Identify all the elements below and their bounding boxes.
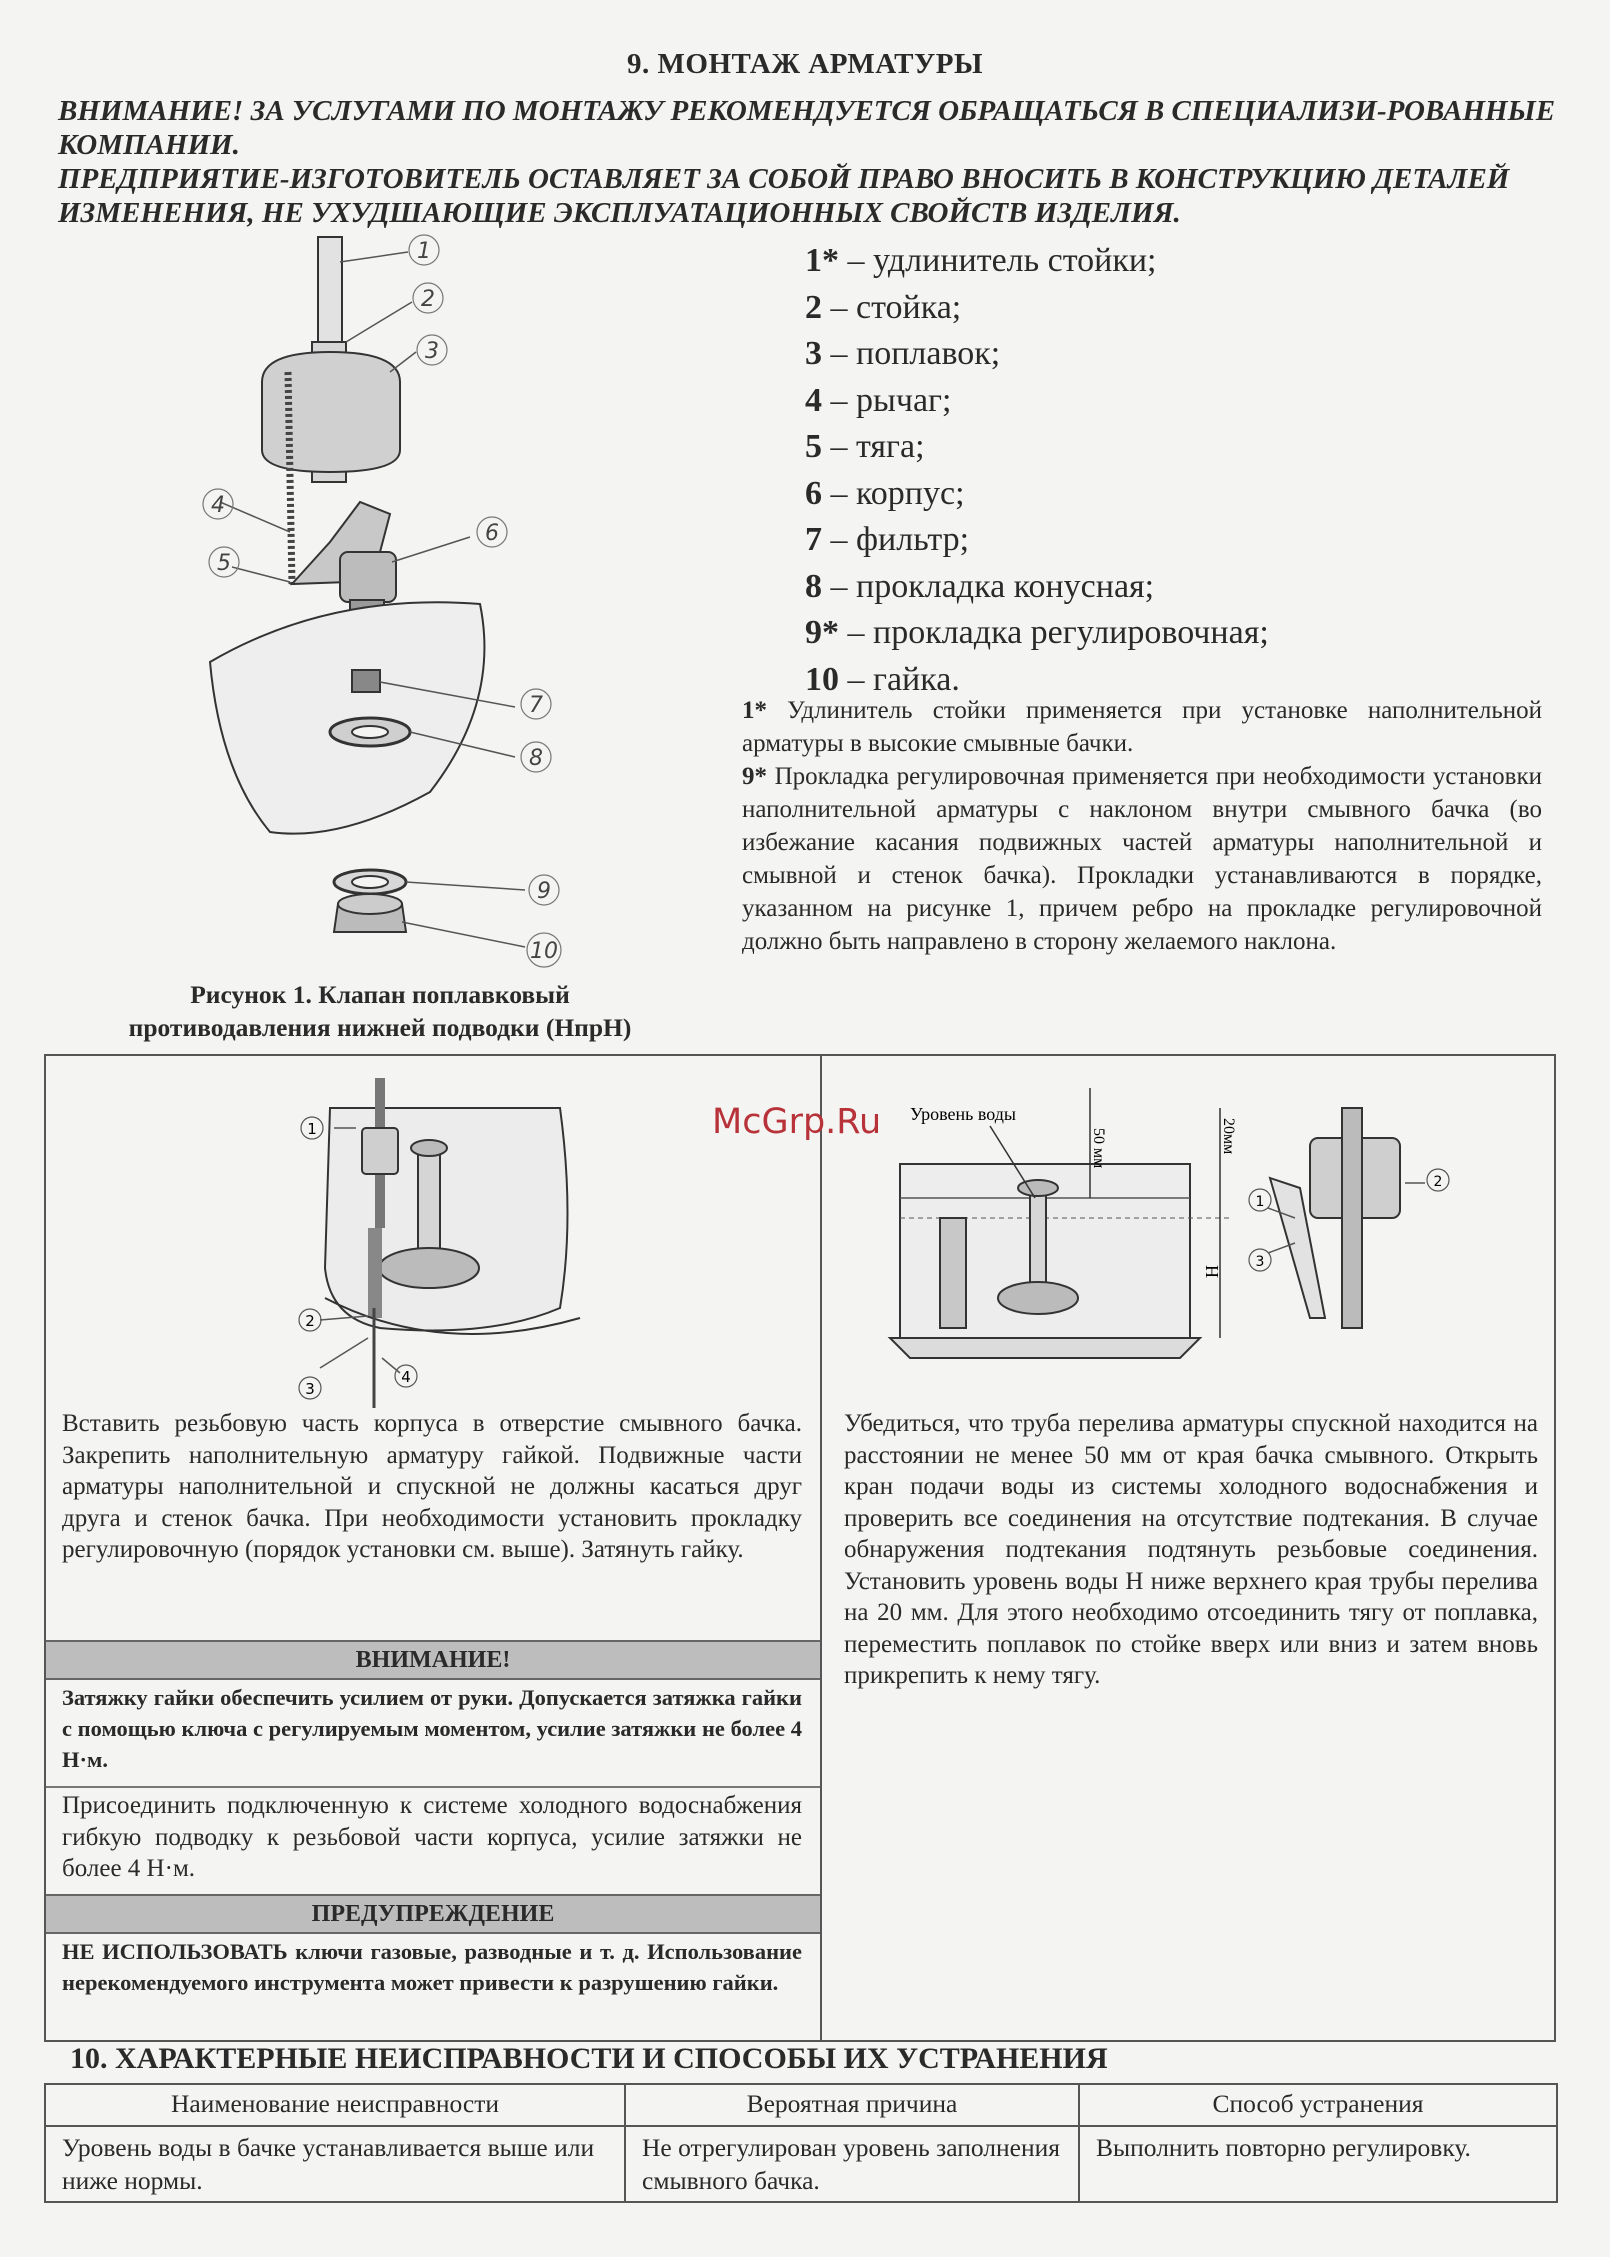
table-header-row (45, 2084, 1557, 2126)
section-9-title: 9. МОНТАЖ АРМАТУРЫ (627, 48, 983, 80)
dim-50mm: 50 мм (1090, 1128, 1107, 1169)
legend-item: 6 – корпус; (805, 474, 965, 512)
water-level-label: Уровень воды (910, 1104, 1016, 1124)
dim-20mm: 20мм (1220, 1118, 1237, 1155)
site-watermark: McGrp.Ru (712, 1102, 882, 1142)
cell-cause: Не отрегулирован уровень заполнения смывного бачка. (625, 2126, 1079, 2202)
left-callout-4: 4 (401, 1368, 411, 1386)
right-callout-2: 2 (1433, 1174, 1443, 1190)
left-callout-3: 3 (305, 1380, 315, 1398)
float-valve-exploded-diagram (180, 232, 600, 972)
header-cause: Вероятная причина (625, 2084, 1079, 2126)
connect-instruction: Присоединить подключенную к системе холодного водоснабжения гибкую подводку к резьбовой части корпуса, усилие затяжки не более 4 Н·м. (62, 1792, 802, 1882)
fig1-callout-1: 1 (417, 239, 431, 264)
installation-warning: ВНИМАНИЕ! ЗА УСЛУГАМИ ПО МОНТАЖУ РЕКОМЕНДУЕТСЯ ОБРАЩАТЬСЯ В СПЕЦИАЛИЗИ-РОВАННЫЕ КОМПАНИИ. (58, 95, 1556, 161)
manufacturer-notice: ПРЕДПРИЯТИЕ-ИЗГОТОВИТЕЛЬ ОСТАВЛЯЕТ ЗА СОБОЙ ПРАВО ВНОСИТЬ В КОНСТРУКЦИЮ ДЕТАЛЕЙ ИЗМЕНЕНИЯ, НЕ УХУДШАЮЩИЕ ЭКСПЛУАТАЦИОННЫХ СВОЙСТВ ИЗДЕЛИЯ. (58, 163, 1510, 229)
frame-divider (820, 1054, 822, 2042)
legend-item: 7 – фильтр; (805, 521, 970, 558)
fig1-callout-9: 9 (537, 879, 551, 904)
cell-remedy: Выполнить повторно регулировку. (1079, 2126, 1557, 2202)
fig1-callout-2: 2 (421, 287, 435, 312)
note-reg-gasket: 9* Прокладка регулировочная применяется при необходимости установки наполнительной арматуры с наклоном внутри смывного бачка (во избежание касания подвижных частей арматуры наполнительной и смывной и стенок бачка). Прокладки устанавливаются в порядке, указанном на рисунке 1, причем ребро на прокладке регулировочной должно быть направлено в сторону желаемого наклона. (742, 763, 1542, 955)
fig1-callout-4: 4 (211, 493, 225, 518)
fig1-callout-7: 7 (529, 693, 543, 718)
attention-header: ВНИМАНИЕ! (46, 1640, 820, 1680)
fig1-callout-5: 5 (217, 551, 231, 576)
caution-header: ПРЕДУПРЕЖДЕНИЕ (46, 1894, 820, 1934)
insert-body-instruction: Вставить резьбовую часть корпуса в отверстие смывного бачка. Закрепить наполнительную арматуру гайкой. Подвижные части арматуры наполнительной и спускной не должны касаться друг друга и стенок бачка. При необходимости установить прокладку регулировочную (порядок установки см. выше). Затянуть гайку. (62, 1410, 802, 1563)
parts-legend (805, 238, 1565, 703)
cell-fault: Уровень воды в бачке устанавливается выше или ниже нормы. (45, 2126, 625, 2202)
legend-item: 1* – удлинитель стойки; (805, 242, 1157, 279)
fault-table (44, 2083, 1558, 2203)
dim-h: Н (1202, 1265, 1222, 1278)
fig1-callout-3: 3 (425, 339, 439, 364)
left-callout-2: 2 (305, 1312, 315, 1330)
water-level-instruction: Убедиться, что труба перелива арматуры спускной находится на расстоянии не менее 50 мм от края бачка смывного. Открыть кран подачи воды из системы холодного водоснабжения и проверить все соединения на отсутствие подтекания. В случае обнаружения подтекания подтянуть резьбовые соединения. Установить уровень воды Н ниже верхнего края трубы перелива на 20 мм. Для этого необходимо отсоединить тягу от поплавка, переместить поплавок по стойке вверх или вниз и затем вновь прикрепить к нему тягу. (844, 1410, 1538, 1689)
fig1-callout-10: 10 (530, 939, 558, 964)
legend-item: 10 – гайка. (805, 660, 960, 698)
right-callout-1: 1 (1255, 1194, 1265, 1210)
divider (46, 1786, 820, 1788)
tank-installation-diagram (290, 1068, 590, 1408)
legend-item: 2 – стойка; (805, 288, 962, 326)
left-callout-1: 1 (307, 1120, 317, 1138)
legend-notes (742, 694, 1542, 958)
section-10-title: 10. ХАРАКТЕРНЫЕ НЕИСПРАВНОСТИ И СПОСОБЫ ИХ УСТРАНЕНИЯ (70, 2042, 1108, 2075)
table-row (45, 2126, 1557, 2202)
legend-item: 3 – поплавок; (805, 335, 1001, 372)
header-fault: Наименование неисправности (45, 2084, 625, 2126)
water-level-diagram (880, 1068, 1500, 1368)
fig1-callout-6: 6 (485, 521, 499, 546)
legend-item: 4 – рычаг; (805, 381, 952, 419)
legend-item: 5 – тяга; (805, 428, 925, 465)
fig1-callout-8: 8 (529, 746, 543, 771)
header-remedy: Способ устранения (1079, 2084, 1557, 2126)
note-extension: 1* Удлинитель стойки применяется при установке наполнительной арматуры в высокие смывные бачки. (742, 697, 1542, 757)
caution-text: НЕ ИСПОЛЬЗОВАТЬ ключи газовые, разводные и т. д. Использование нерекомендуемого инструмента может привести к разрушению гайки. (62, 1939, 802, 1995)
legend-item: 8 – прокладка конусная; (805, 567, 1155, 605)
figure-1-caption: Рисунок 1. Клапан поплавковый противодавления нижней подводки (НпрН) (128, 980, 632, 1042)
legend-item: 9* – прокладка регулировочная; (805, 614, 1269, 651)
right-callout-3: 3 (1255, 1254, 1265, 1270)
attention-text: Затяжку гайки обеспечить усилием от руки. Допускается затяжка гайки с помощью ключа с регулируемым моментом, усилие затяжки не более 4 Н·м. (62, 1685, 802, 1772)
